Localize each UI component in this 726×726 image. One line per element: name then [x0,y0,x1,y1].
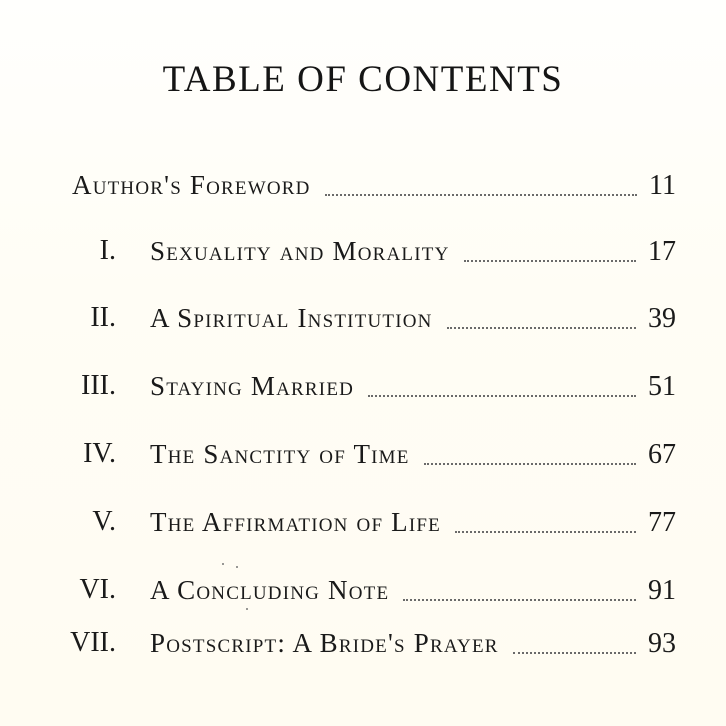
toc-entry-label: Staying Married [150,371,355,401]
toc-entry-line [72,165,676,205]
toc-entry-line [150,502,676,542]
toc-page-number: 39 [648,303,676,334]
dot-leader [325,194,637,196]
scan-speck [236,566,238,568]
toc-page-number: 93 [648,628,676,659]
dot-leader [455,531,636,533]
toc-page-number: 11 [649,170,676,201]
toc-entry-label: A Concluding Note [150,575,390,605]
dot-leader [424,463,636,465]
dot-leader [447,327,636,329]
toc-entry-label: A Spiritual Institution [150,303,433,333]
chapter-numeral: V. [92,506,116,537]
dot-leader [513,652,636,654]
toc-page-number: 67 [648,439,676,470]
toc-entry-line [150,366,676,406]
toc-entry-line [150,434,676,474]
toc-entry-foreword [0,165,726,205]
dot-leader [368,395,636,397]
toc-page-number: 91 [648,575,676,606]
scan-speck [246,608,248,610]
toc-entry-label: Sexuality and Morality [150,236,450,266]
chapter-numeral: IV. [83,438,116,469]
page-title: TABLE OF CONTENTS [162,59,564,100]
toc-page-number: 17 [648,236,676,267]
scan-speck [222,563,224,565]
chapter-numeral: II. [90,302,116,333]
toc-entry-chapter-6 [0,570,726,610]
chapter-numeral: III. [81,370,116,401]
toc-entry-line [150,623,676,663]
toc-entry-line [150,298,676,338]
dot-leader [403,599,636,601]
dot-leader [464,260,637,262]
toc-entry-chapter-3 [0,366,726,406]
toc-entry-label: The Affirmation of Life [150,507,441,537]
chapter-numeral: VI. [79,574,116,605]
toc-page-number: 51 [648,371,676,402]
toc-entry-chapter-2 [0,298,726,338]
toc-entry-chapter-7 [0,623,726,663]
toc-page-number: 77 [648,507,676,538]
toc-entry-label: Author's Foreword [72,170,311,200]
chapter-numeral: I. [99,235,116,266]
toc-entry-label: Postscript: A Bride's Prayer [150,628,499,658]
toc-entry-chapter-5 [0,502,726,542]
toc-entry-chapter-1 [0,231,726,271]
toc-entry-line [150,570,676,610]
toc-entry-line [150,231,676,271]
chapter-numeral: VII. [70,627,116,658]
toc-entry-chapter-4 [0,434,726,474]
toc-entry-label: The Sanctity of Time [150,439,410,469]
